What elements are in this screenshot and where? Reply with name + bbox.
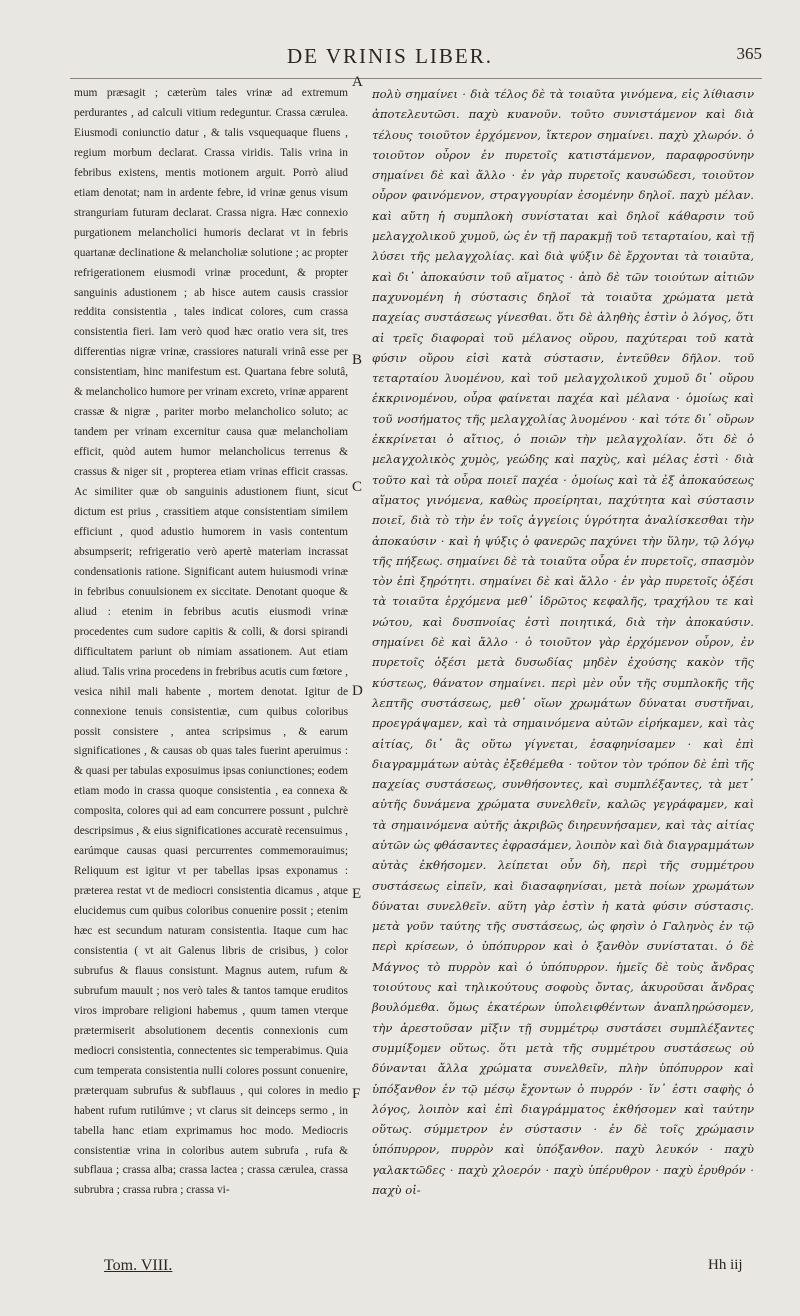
running-title: DE VRINIS LIBER. [286,44,494,68]
volume-label: Tom. VIII. [104,1257,173,1274]
margin-letter-c: C [352,479,363,495]
greek-text: πολὺ σημαίνει · διὰ τέλος δὲ τὰ τοιαῦτα γινόμενα, εἰς λίθιασιν ἀποτελευτῶσι. παχὺ κυανοῦν. τοῦτο συνιστάμενον καὶ διὰ τέλους τοιοῦτον ἐρχόμενον, ἴκτερον σημαίνει. παχὺ χλωρόν. ὁ τοιοῦτον οὖρον ἐν πυρετοῖς κατιστάμενον, παραφροσύνην σημαίνει δὲ καὶ ἄλλο · ἐν γὰρ πυρετοῖς καυσώδεσι, τοιοῦτον οὖρον φαινόμενον, στραγγουρίαν ἐσομένην δηλοῖ. παχὺ μέλαν. καὶ αὕτη ἡ συμπλοκὴ συνίσταται καὶ δηλοῖ κάθαρσιν τοῦ μελαγχολικοῦ χυμοῦ, ὡς ἐν τῇ παρακμῇ τοῦ τεταρταίου, καὶ τῇ λύσει τῆς μελαγχολίας. καὶ διὰ ψύξιν δὲ ἔρχονται τὰ τοιαῦτα, καὶ δι᾽ ἀποκαύσιν τοῦ αἵματος · ἀπὸ δὲ τῶν τοιούτων αἰτιῶν παχυνομένη ἡ σύστασις δηλοῖ τὰ τοιαῦτα χρώματα μετὰ παχείας συστάσεως γίνεσθαι. ὅτι δὲ ἀληθὴς ἐστὶν ὁ λόγος, ὅτι αἱ τρεῖς διαφοραὶ τοῦ μέλανος οὔρου, παχύτεραι τοῦ κατὰ φύσιν οὔρου εἰσὶ κατὰ σύστασιν, ἐντεῦθεν δῆλον. τοῦ τεταρταίου λυομένου, καὶ τοῦ μελαγχολικοῦ χυμοῦ δι᾽ οὔρου ἐκκρινομένου, οὖρα φαίνεται παχέα καὶ μέλανα · ὁμοίως καὶ τοῦ νοσήματος τῆς μελαγχολίας λυομένου · καὶ τότε δι᾽ οὔρων ἐκκρίνεται ὁ αἴτιος, ὁ ποιῶν τὴν μελαγχολίαν. ὅτι δὲ ὁ μελαγχολικὸς χυμὸς, γεώδης καὶ παχὺς, καὶ μέλας ἐστὶ · διὰ τοῦτο καὶ τὰ οὖρα ποιεῖ παχέα · ὁμοίως καὶ τὰ ἐξ ἀποκαύσεως αἵματος γινόμενα, καθὼς προείρηται, παχύτητα καὶ σύστασιν ποιεῖ, διὰ τὸ τὴν ἐν τοῖς ἀγγείοις ὑγρότητα ἀναλίσκεσθαι τὴν ἀποκαύσιν · καὶ ἡ ψύξις ὁ φανερῶς παχύνει τὴν ὕλην, τῷ λόγῳ τῆς πήξεως. σημαίνει δὲ τὰ τοιαῦτα οὖρα ἐν πυρετοῖς, σπασμὸν τὸν ἐπὶ ξηρότητι. σημαίνει δὲ καὶ ἄλλο · ἐν γὰρ πυρετοῖς ὀξέσι τὰ τοιαῦτα ἐρχόμενα μεθ᾽ ἱδρῶτος κεφαλῆς, τραχήλου τε καὶ νώτου, καὶ δυσπνοίας ἐστὶ ποιητικά, διὰ τὴν ἀποκαύσιν. σημαίνει δὲ καὶ ἄλλο · ὁ τοιοῦτον γὰρ ἐρχόμενον οὖρον, ἐν πυρετοῖς ὀξέσι μετὰ δυσωδίας μηδὲν ἐχούσης κακὸν τῆς κύστεως, θάνατον σημαίνει. περὶ μὲν οὖν τῆς συμπλοκῆς τῆς λεπτῆς συστάσεως, μεθ᾽ οἵων χρωμάτων δύναται συστῆναι, προεγράψαμεν, καὶ τὰ σημαινόμενα αὐτῶν εἰρήκαμεν, καὶ τὰς αἰτίας, δι᾽ ἃς οὕτω γίγνεται, ἐσαφηνίσαμεν · καὶ ἐπὶ διαγραμμάτων αὐτὰς ἐξεθέμεθα · τοῦτον τὸν τρόπον δὲ ἐπὶ τῆς παχείας συστάσεως, συνθήσοντες, καὶ συμπλέξαντες, τὰ μετ᾽ αὐτῆς δυνάμενα χρώματα συνελθεῖν, καλῶς γεγράφαμεν, καὶ τὰ σημαινόμενα αὐτῆς ἀκριβῶς διηρευνήσαμεν, καὶ τὰς αἰτίας αὐτῶν ὡς φθάσαντες ἐφρασάμεν, λοιπὸν καὶ διὰ διαγραμμάτων αὐτὰς ἐκθήσομεν. λείπεται οὖν δὴ, περὶ τῆς συμμέτρου συστάσεως εἰπεῖν, καὶ διασαφηνίσαι, μετὰ ποίων χρωμάτων δύναται συνελθεῖν. αὕτη γὰρ ἐστὶν ἡ κατὰ φύσιν σύστασις. μετὰ γοῦν ταύτης τῆς συστάσεως, ὡς φησὶν ὁ Γαληνὸς ἐν τῷ περὶ κρίσεων, ὁ ὑπόπυρρον καὶ ὁ ξανθὸν συνίσταται. ὁ δὲ Μάγνος τὸ πυρρὸν καὶ ὁ ὑπόπυρρον. ἡμεῖς δὲ τοὺς ἄνδρας τοιούτους καὶ τηλικούτους σοφοὺς ὄντας, ἀκυροῦσαι ἄνδρας βουλόμεθα. ὅμως ἑκατέρων ὑπολειφθέντων ἀναπληρώσομεν, τὴν ἀρεστοῦσαν μῖξιν τῇ συμμέτρῳ συστάσει συμπλέξαντες συμμίξομεν οὕτως. ὅτι μετὰ τῆς συμμέτρου συστάσεως οὐ δύνανται ἄλλα χρώματα συνελθεῖν, πλὴν ὑπόπυρρον καὶ ὑπόξανθον ἐν τῷ μέσῳ ἔχοντων ὁ πυρρόν · ἵν᾽ ἐστι σαφὴς ὁ λόγος, λοιπὸν καὶ ἐπὶ διαγράμματος ἐκθήσομεν καὶ ταύτην οὕτως. σύμμετρον ἐν σύστασιν · ἐν δὲ τοῖς χρώμασιν ὑπόπυρρον, πυρρὸν καὶ ὑπόξανθον. παχὺ λευκόν · παχὺ γαλακτῶδες · παχὺ χλοερόν · παχὺ ὑπέρυθρον · παχὺ ἐρυθρόν · παχὺ οἰ- [372,87,754,1198]
page-header [0,40,800,80]
greek-column [372,84,754,1200]
margin-letter-a: A [352,74,363,90]
latin-text: mum præsagit ; cæterùm tales vrinæ ad extremum perdurantes , ad calculi vitium redeguntur. Crassa cærulea. Eiusmodi coniunctio datur , & talis vsquequaque fluens , regium morbum declarat. Crassa viridis. Talis vrina in febribus existens, mentis motionem arguit. Porrò aliud etiam denotat; nam in ardente febre, id vrinæ genus visum stranguriam futuram declarat. Crassa nigra. Hæc connexio purgationem melancholici humoris declarat vt in febris quartanæ declinatione & melancholiæ solutione ; ac propter refrigerationem eiusmodi vrinæ procedunt, & propter sanguinis adustionem ; ab hisce autem causis crassior reddita consistentia , tales indicat colores, cum crassa consistentia fieri. Iam verò quod hæc oratio vera sit, tres differentias nigræ vrinæ, crassiores naturali vrinâ esse per consistentiam, hinc manifestum est. Quartana febre solutâ, & melancholico humore per vrinam excreto, vrinæ apparent crassæ & nigræ , pariter morbo melancholico soluto; ac tandem per vrinam excernitur causa quæ melancholiam efficit, quòd autem humor melancholicus terrenus & crassus & niger sit , propterea etiam vrinas efficit crassas. Ac similiter quæ ob sanguinis adustionem fiunt, sicut dictum est prius , crassitiem atque consistentiam similem efficiunt , quod adustio humorem in vasis contentum absumpserit; refrigeratio verò apertè materiam incrassat condensationis ratione. Significant autem huiusmodi vrinæ in febribus conuulsionem ex siccitate. Denotant quoque & aliud : etenim in febribus acutis eiusmodi vrinæ procedentes cum sudore capitis & colli, & dorsi spirandi difficultatem pariunt ob nimiam assationem. Aut etiam aliud. Talis vrina procedens in frebribus acutis cum fœtore , vesica nihil mali habente , mortem denotat. Igitur de connexione tenuis consistentiæ, cum quibus coloribus possit consistere , antea scripsimus , & earum significationes , & causas ob quas tales fuerint aperuimus : & quasi per tabulas exposuimus ipsas coniunctiones; eodem etiam modo in crassa quoque consistentia , ea connexa & composita, colores qui ad eam concurrere possunt , pulchrè descripsimus , & eius significationes accuratè recensuimus , earúmque causas quasi percurrentes commemorauimus; Reliquum est igitur vt per tabellas ipsas exponamus : præterea restat vt de mediocri consistentia dicamus , atque elucidemus cum quibus coloribus conuenire possit ; etenim hæc est secundum naturam consistentia. Itaque cum hac consistentia ( vt ait Galenus libris de crisibus, ) color subrufus & flauus consistunt. Magnus autem, rufum & subrufum mauult ; nos verò tales & tantos tamque eruditos viros improbare religioni habemus , quum tamen vterque prætermiserit absolutionem decentis connexionis cum mediocri consistentia, connectentes sic temperabimus. Quia cum temperata consistentia nulli colores possunt conuenire, præterquam subrufus & subflauus , qui colores in medio habent rufum rutilúmve ; vt clarus sit deinceps sermo , in tabella hanc etiam exprimamus hoc modo. Mediocris consistentiæ vrina in coloribus autem subrufa , rufa & subflaua ; crassa alba; crassa lactea ; crassa cærulea, crassa subrubra ; crassa rubra ; crassa vi- [74,87,348,1197]
margin-letter-e: E [352,886,362,902]
margin-letter-d: D [352,683,363,699]
margin-letter-f: F [352,1086,361,1102]
latin-column [74,84,348,1201]
header-rule [70,78,762,79]
margin-letter-b: B [352,352,363,368]
signature-mark: Hh iij [708,1257,743,1273]
page-number: 365 [736,44,762,63]
